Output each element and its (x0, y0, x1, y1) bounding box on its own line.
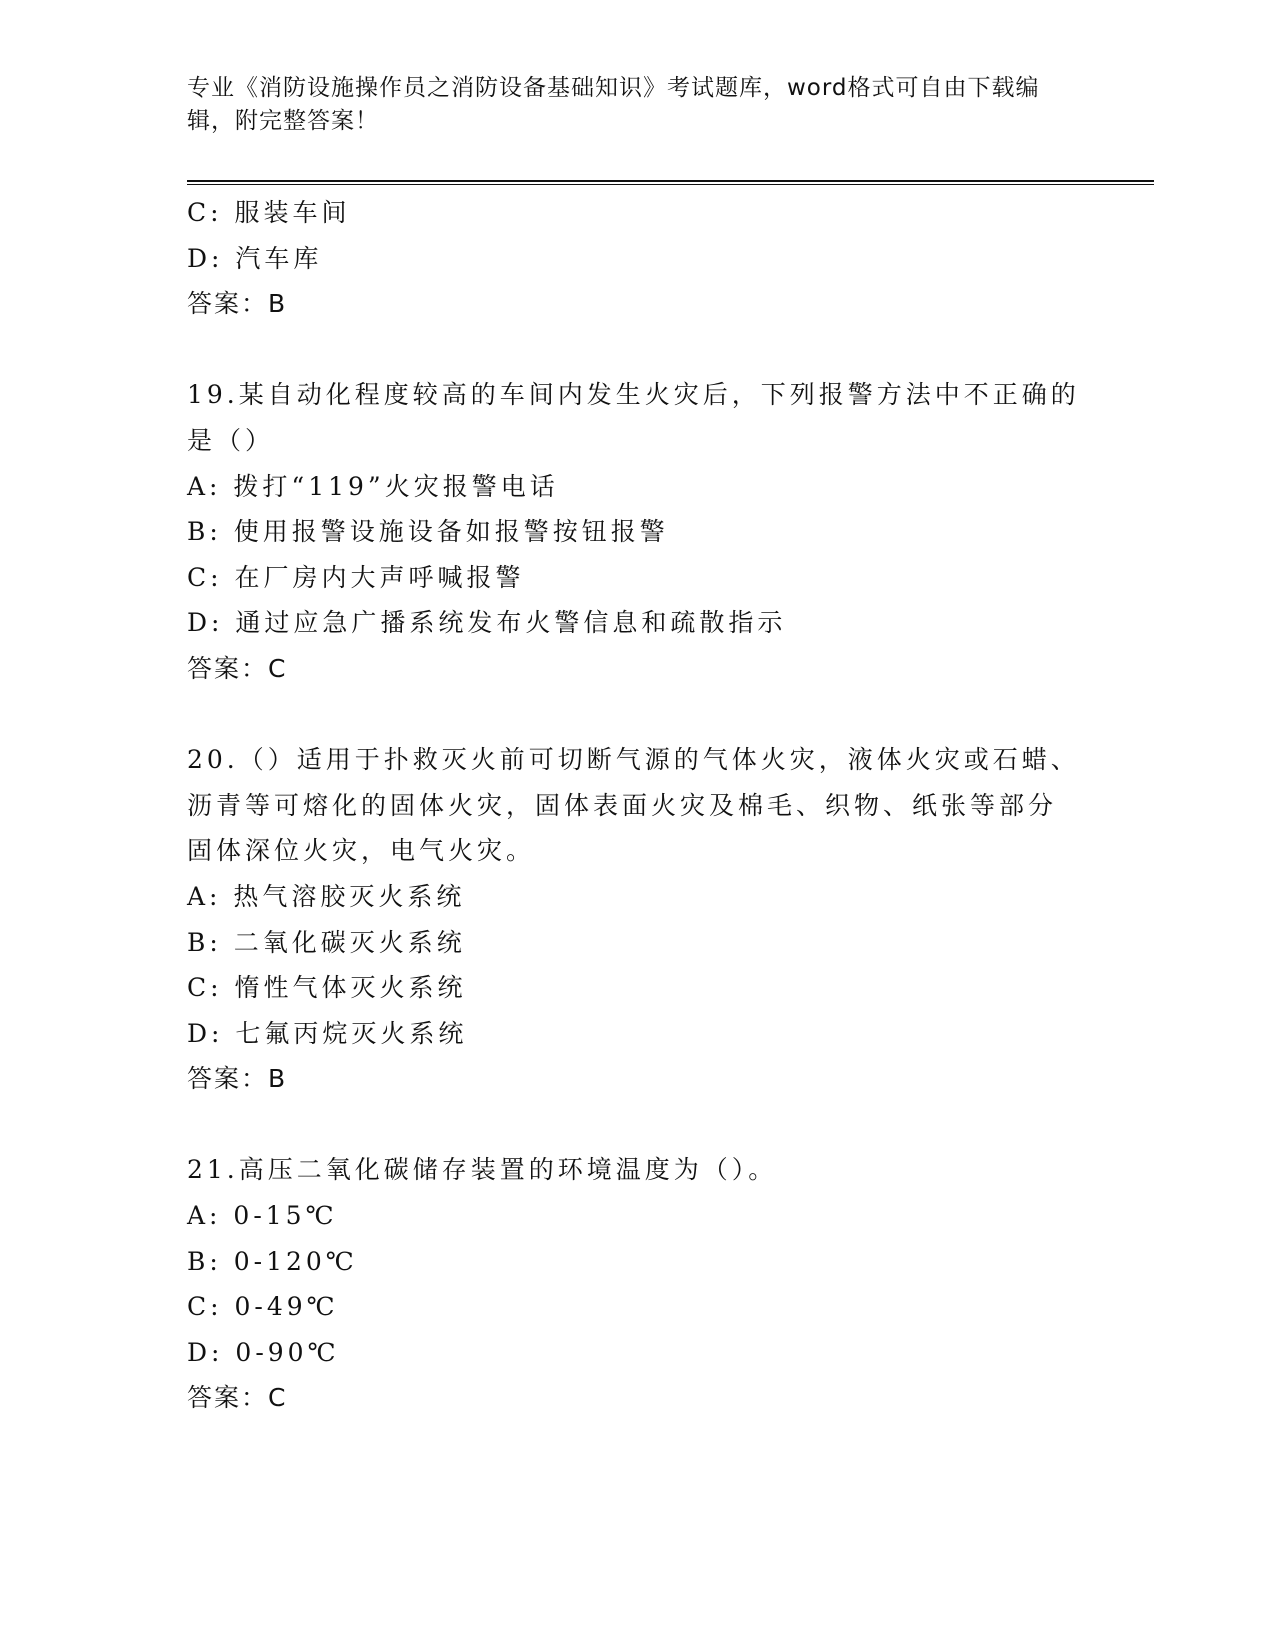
answer-line: 答案：B (187, 289, 288, 319)
option-c: C: 0-49℃ (187, 1292, 339, 1322)
option-d: D: 通过应急广播系统发布火警信息和疏散指示 (187, 608, 787, 638)
answer-line: 答案：C (187, 653, 288, 683)
option-c: C: 惰性气体灭火系统 (187, 973, 467, 1003)
question-text-line: 固体深位火灾，电气火灾。 (187, 836, 536, 866)
option-a: A: 热气溶胶灭火系统 (187, 881, 466, 911)
option-d: D: 七氟丙烷灭火系统 (187, 1018, 468, 1048)
option-c: C: 在厂房内大声呼喊报警 (187, 562, 525, 592)
header-line-1: 专业《消防设施操作员之消防设备基础知识》考试题库，word格式可自由下载编 (187, 75, 1040, 101)
option-a: A: 拨打“119”火灾报警电话 (187, 471, 559, 501)
question-19 (187, 372, 1087, 691)
question-text-line: 20.（）适用于扑救灭火前可切断气源的气体火灾，液体火灾或石蜡、 (187, 745, 1080, 775)
option-a: A: 0-15℃ (187, 1201, 338, 1231)
header-rule-thick (187, 180, 1154, 182)
answer-line: 答案：B (187, 1064, 288, 1094)
question-text-line: 是（） (187, 425, 275, 455)
question-content (187, 190, 1087, 1421)
question-text-line: 21.高压二氧化碳储存装置的环境温度为（）。 (187, 1155, 778, 1185)
option-b: B: 0-120℃ (187, 1246, 358, 1276)
question-text-line: 19.某自动化程度较高的车间内发生火灾后，下列报警方法中不正确的 (187, 380, 1080, 410)
question-21 (187, 1147, 1087, 1421)
option-d: D: 0-90℃ (187, 1337, 340, 1367)
question-20 (187, 737, 1087, 1102)
option-d: D: 汽车库 (187, 243, 323, 273)
option-c: C: 服装车间 (187, 198, 351, 227)
option-b: B: 二氧化碳灭火系统 (187, 927, 466, 957)
question-text-line: 沥青等可熔化的固体火灾，固体表面火灾及棉毛、织物、纸张等部分 (187, 790, 1058, 820)
answer-line: 答案：C (187, 1383, 288, 1413)
option-b: B: 使用报警设施设备如报警按钮报警 (187, 517, 669, 547)
header-line-2: 辑，附完整答案！ (187, 108, 379, 134)
header-rule-thin (187, 184, 1154, 185)
page-header (187, 72, 1087, 138)
